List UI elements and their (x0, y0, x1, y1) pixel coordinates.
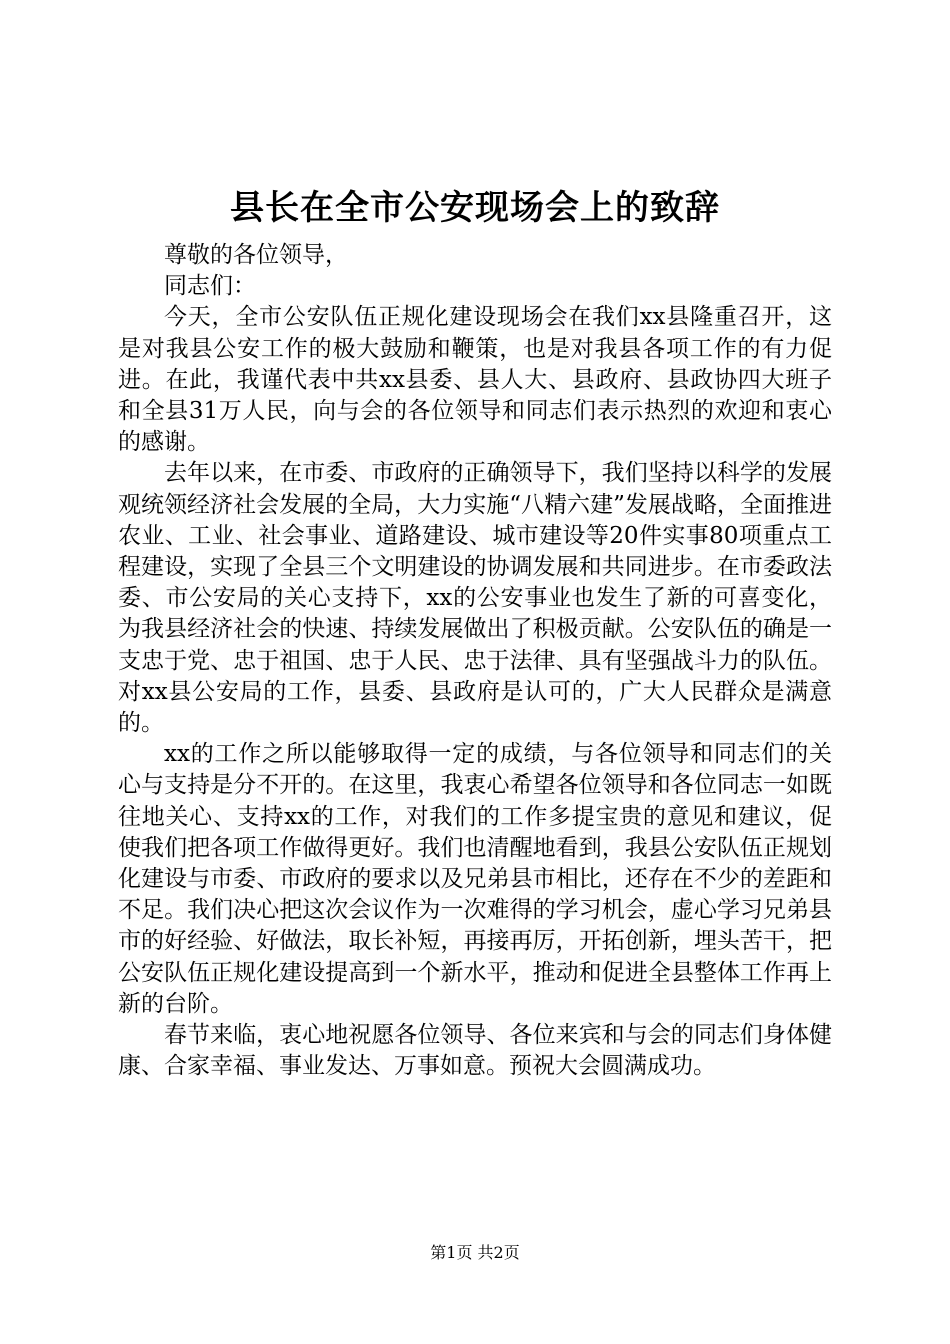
document-body (118, 240, 832, 1082)
document-title: 县长在全市公安现场会上的致辞 (230, 188, 720, 228)
page-number-footer: 第1页 共2页 (430, 1243, 520, 1262)
paragraph-welcome: 今天，全市公安队伍正规化建设现场会在我们xx县隆重召开，这是对我县公安工作的极大鼓励和鞭策，也是对我县各项工作的有力促进。在此，我谨代表中共xx县委、县人大、县政府、县政协四大班子和全县31万人民，向与会的各位领导和同志们表示热烈的欢迎和衷心的感谢。 (118, 304, 832, 456)
salutation-leaders: 尊敬的各位领导， (164, 242, 348, 268)
paragraph-gratitude: xx的工作之所以能够取得一定的成绩，与各位领导和同志们的关心与支持是分不开的。在这里，我衷心希望各位领导和各位同志一如既往地关心、支持xx的工作，对我们的工作多提宝贵的意见和建议，促使我们把各项工作做得更好。我们也清醒地看到，我县公安队伍正规划化建设与市委、市政府的要求以及兄弟县市相比，还存在不少的差距和不足。我们决心把这次会议作为一次难得的学习机会，虚心学习兄弟县市的好经验、好做法，取长补短，再接再厉，开拓创新，埋头苦干，把公安队伍正规化建设提高到一个新水平，推动和促进全县整体工作再上新的台阶。 (118, 741, 832, 1017)
paragraph-wishes: 春节来临，衷心地祝愿各位领导、各位来宾和与会的同志们身体健康、合家幸福、事业发达、万事如意。预祝大会圆满成功。 (118, 1022, 832, 1080)
paragraph-achievements: 去年以来，在市委、市政府的正确领导下，我们坚持以科学的发展观统领经济社会发展的全局，大力实施“八精六建”发展战略，全面推进农业、工业、社会事业、道路建设、城市建设等20件实事80项重点工程建设，实现了全县三个文明建设的协调发展和共同进步。在市委政法委、市公安局的关心支持下，xx的公安事业也发生了新的可喜变化，为我县经济社会的快速、持续发展做出了积极贡献。公安队伍的确是一支忠于党、忠于祖国、忠于人民、忠于法律、具有坚强战斗力的队伍。对xx县公安局的工作，县委、县政府是认可的，广大人民群众是满意的。 (118, 460, 832, 737)
salutation-comrades: 同志们： (164, 273, 256, 300)
